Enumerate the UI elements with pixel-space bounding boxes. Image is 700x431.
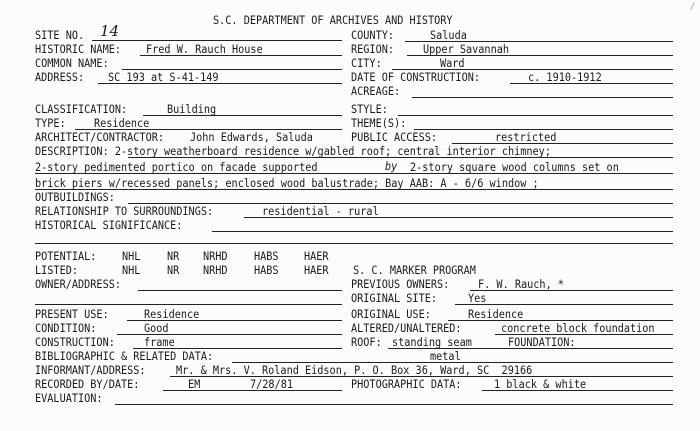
city-label: CITY: — [351, 56, 382, 70]
region-label: REGION: — [351, 42, 395, 56]
acreage-line — [412, 97, 673, 98]
original-site-line — [455, 304, 673, 305]
construction-value: frame — [144, 335, 175, 349]
potential-nhl: NHL — [122, 249, 141, 263]
type-label: TYPE: — [35, 116, 66, 130]
listed-label: LISTED: — [35, 263, 79, 277]
relationship-line — [244, 217, 673, 218]
outbuildings-label: OUTBUILDINGS: — [35, 190, 115, 204]
recorded-date: 7/28/81 — [250, 377, 294, 391]
original-site-value: Yes — [468, 291, 487, 305]
public-access-label: PUBLIC ACCESS: — [351, 130, 438, 144]
original-use-label: ORIGINAL USE: — [351, 307, 431, 321]
photographic-value: 1 black & white — [494, 377, 587, 391]
classification-value: Building — [167, 102, 217, 116]
description-rule-3 — [35, 189, 673, 190]
description-line-2: 2-story pedimented portico on facade supported — [35, 160, 318, 174]
foundation-label: FOUNDATION: — [508, 335, 576, 349]
type-value: Residence — [94, 116, 150, 130]
historical-significance-label: HISTORICAL SIGNIFICANCE: — [35, 218, 183, 232]
county-value: Saluda — [430, 28, 467, 42]
photographic-line — [482, 390, 673, 391]
previous-owners-label: PREVIOUS OWNERS: — [351, 277, 450, 291]
altered-label: ALTERED/UNALTERED: — [351, 321, 462, 335]
condition-value: Good — [144, 321, 169, 335]
classification-label: CLASSIFICATION: — [35, 102, 128, 116]
listed-nrhd: NRHD — [203, 263, 228, 277]
form-header: S.C. DEPARTMENT OF ARCHIVES AND HISTORY — [213, 13, 453, 27]
site-no-line — [92, 40, 342, 41]
construction-label: CONSTRUCTION: — [35, 335, 115, 349]
marker-program: S. C. MARKER PROGRAM — [353, 263, 476, 277]
evaluation-label: EVALUATION: — [35, 391, 103, 405]
previous-owners-line — [470, 290, 673, 291]
altered-value: concrete block foundation — [501, 321, 655, 335]
historic-name-value: Fred W. Rauch House — [146, 42, 263, 56]
historical-significance-line — [212, 231, 673, 232]
historical-significance-line-2 — [35, 243, 673, 244]
region-value: Upper Savannah — [423, 42, 510, 56]
owner-address-label: OWNER/ADDRESS: — [35, 277, 122, 291]
common-name-label: COMMON NAME: — [35, 56, 109, 70]
potential-nr: NR — [167, 249, 180, 263]
description-rule-2 — [35, 173, 673, 174]
potential-habs: HABS — [254, 249, 279, 263]
description-line-1: DESCRIPTION: 2-story weatherboard residence w/gabled roof; central interior chimney; — [35, 144, 551, 158]
listed-nr: NR — [167, 263, 180, 277]
theme-label: THEME(S): — [351, 116, 407, 130]
address-line — [98, 83, 342, 84]
corner-mark: / — [690, 2, 696, 12]
description-rule-1 — [128, 157, 673, 158]
historic-name-line — [140, 55, 342, 56]
relationship-label: RELATIONSHIP TO SURROUNDINGS: — [35, 204, 214, 218]
listed-haer: HAER — [304, 263, 329, 277]
informant-value: Mr. & Mrs. V. Roland Eidson, P. O. Box 36, Ward, SC 29166 — [176, 363, 533, 377]
roof-label: ROOF: — [351, 335, 382, 349]
county-label: COUNTY: — [351, 28, 395, 42]
evaluation-line — [115, 404, 673, 405]
owner-address-line — [138, 290, 342, 291]
historic-name-label: HISTORIC NAME: — [35, 42, 122, 56]
potential-nrhd: NRHD — [203, 249, 228, 263]
address-value: SC 193 at S-41-149 — [108, 70, 219, 84]
site-no-value: 14 — [100, 22, 120, 40]
potential-haer: HAER — [304, 249, 329, 263]
architect-value: John Edwards, Saluda — [190, 130, 313, 144]
recorded-by: EM — [188, 377, 201, 391]
recorded-label: RECORDED BY/DATE: — [35, 377, 140, 391]
roof-value: standing seam — [392, 335, 472, 349]
condition-label: CONDITION: — [35, 321, 97, 335]
previous-owners-value: F. W. Rauch, * — [478, 277, 565, 291]
description-handwritten-word: by — [385, 159, 398, 173]
address-label: ADDRESS: — [35, 70, 85, 84]
classification-line — [143, 115, 342, 116]
owner-address-line-2 — [35, 304, 342, 305]
style-line — [398, 115, 673, 116]
description-line-2-end: 2-story square wood columns set on — [410, 160, 619, 174]
public-access-value: restricted — [495, 130, 557, 144]
photographic-label: PHOTOGRAPHIC DATA: — [351, 377, 462, 391]
recorded-line — [163, 390, 342, 391]
present-use-value: Residence — [144, 307, 200, 321]
date-value: c. 1910-1912 — [528, 70, 602, 84]
relationship-value: residential - rural — [262, 204, 379, 218]
acreage-label: ACREAGE: — [351, 84, 401, 98]
biblio-label: BIBLIOGRAPHIC & RELATED DATA: — [35, 349, 214, 363]
city-value: Ward — [440, 56, 465, 70]
style-label: STYLE: — [351, 102, 388, 116]
site-no-label: SITE NO. — [35, 28, 85, 42]
biblio-extra: metal — [430, 349, 461, 363]
description-line-3: brick piers w/recessed panels; enclosed wood balustrade; Bay AAB: A - 6/6 window ; — [35, 176, 539, 190]
listed-habs: HABS — [254, 263, 279, 277]
potential-label: POTENTIAL: — [35, 249, 97, 263]
original-site-label: ORIGINAL SITE: — [351, 291, 438, 305]
architect-label: ARCHITECT/CONTRACTOR: — [35, 130, 165, 144]
date-label: DATE OF CONSTRUCTION: — [351, 70, 481, 84]
date-line — [510, 83, 673, 84]
listed-nhl: NHL — [122, 263, 141, 277]
present-use-label: PRESENT USE: — [35, 307, 109, 321]
informant-label: INFORMANT/ADDRESS: — [35, 363, 146, 377]
original-use-value: Residence — [468, 307, 524, 321]
